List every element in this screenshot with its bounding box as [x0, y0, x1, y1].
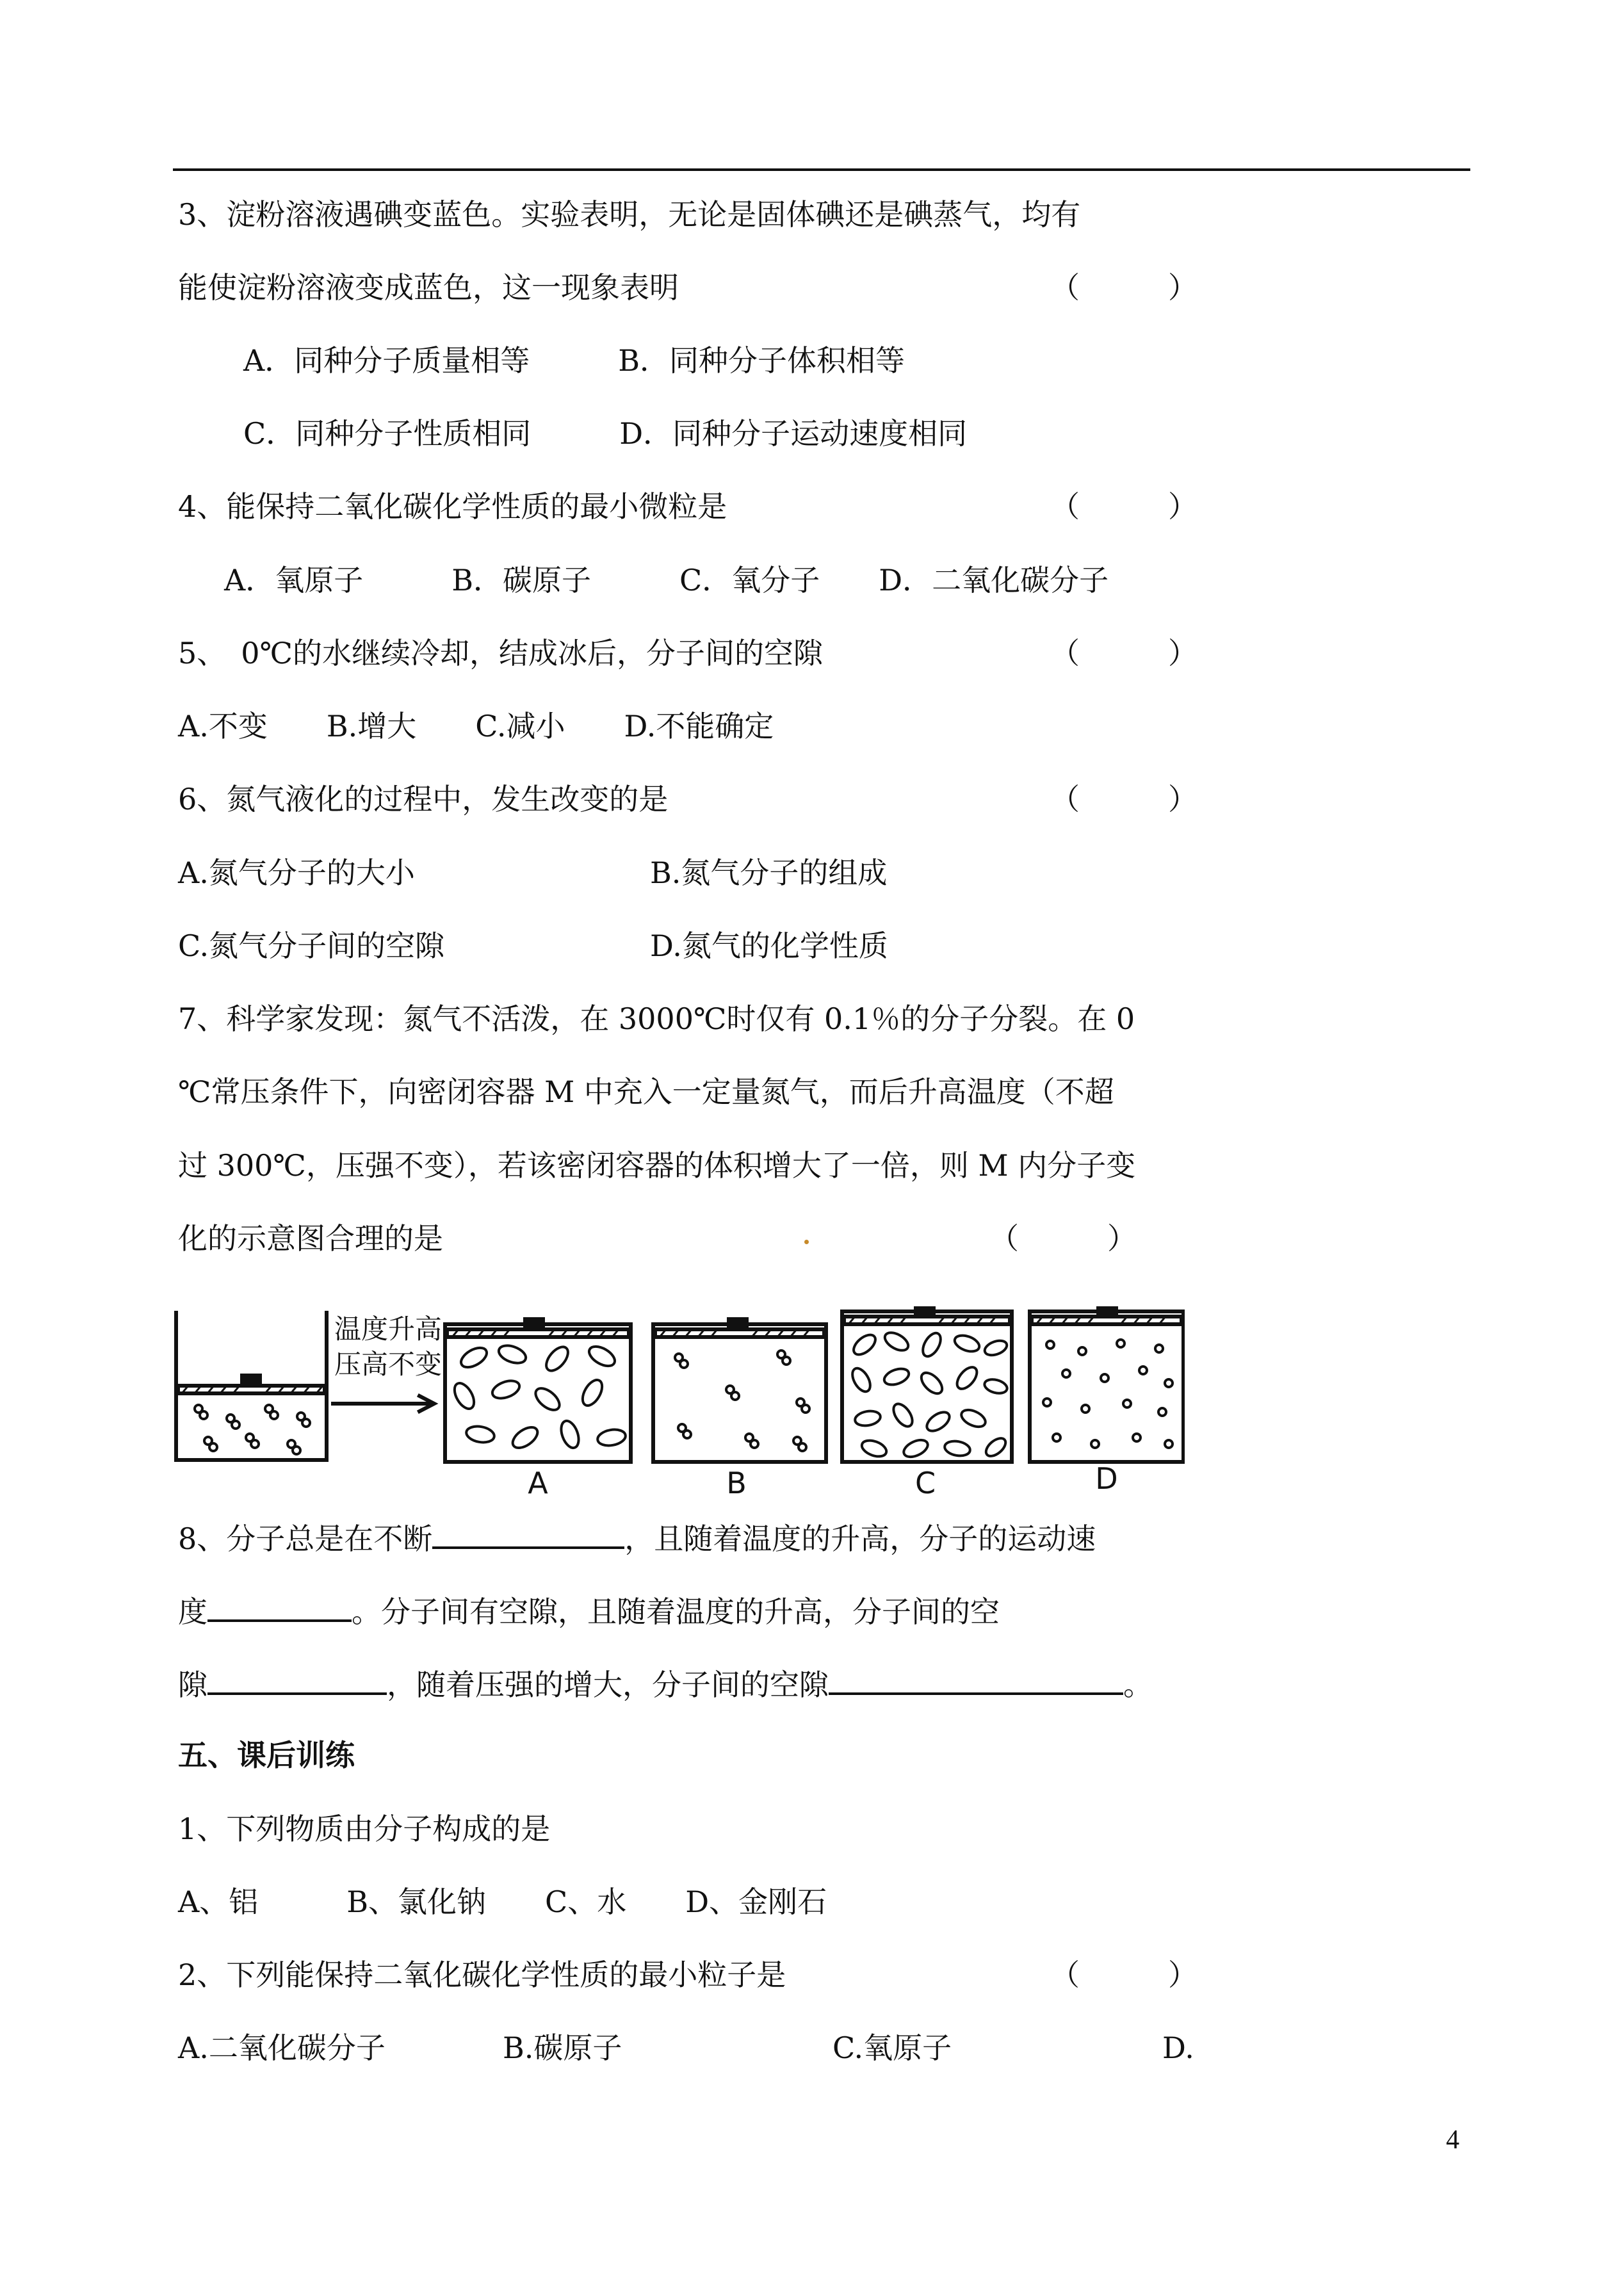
q7-line-2: ℃常压条件下，向密闭容器 M 中充入一定量氮气，而后升高温度（不超: [178, 1075, 1114, 1109]
q8-line-2: [178, 1590, 1000, 1631]
piston-c-knob: [916, 1306, 934, 1317]
q5-answer-paren: （ ）: [1050, 636, 1198, 670]
q8-text-6: ，随着压强的增大，分子间的空隙: [387, 1667, 829, 1702]
q8-text-3: 度: [178, 1594, 207, 1629]
q8-text-7: 。: [1123, 1667, 1153, 1702]
q8-line-1: [178, 1517, 1096, 1558]
q4-options: A．氧原子 B．碳原子 C．氧分子 D．二氧化碳分子: [224, 563, 1109, 597]
q3-line-2: 能使淀粉溶液变成蓝色，这一现象表明: [178, 270, 679, 305]
p2-option-b: B.碳原子: [503, 2031, 622, 2065]
q7-diagram: [173, 1306, 1185, 1498]
p2-option-c: C.氧原子: [832, 2031, 952, 2065]
q7-line-3: 过 300℃，压强不变），若该密闭容器的体积增大了一倍，则 M 内分子变: [178, 1148, 1136, 1183]
p2-option-d: D.: [1162, 2031, 1194, 2065]
q8-blank-4[interactable]: [829, 1663, 1123, 1695]
q8-line-3: [178, 1663, 1153, 1704]
arrow-label-2: 压高不变: [334, 1349, 443, 1380]
q6-line: 6、氮气液化的过程中，发生改变的是: [178, 782, 669, 816]
q5-options: A.不变 B.增大 C.减小 D.不能确定: [178, 709, 774, 743]
piston-b-knob: [729, 1319, 747, 1329]
p2-line: 2、下列能保持二氧化碳化学性质的最小粒子是: [178, 1958, 786, 1992]
q3-options-cd: C．同种分子性质相同 D．同种分子运动速度相同: [243, 416, 968, 451]
label-b: B: [726, 1466, 747, 1498]
q3-options-ab: A．同种分子质量相等 B．同种分子体积相等: [243, 343, 905, 378]
q4-answer-paren: （ ）: [1050, 489, 1198, 524]
q6-option-c: C.氮气分子间的空隙: [178, 929, 445, 963]
q3-line-1: 3、淀粉溶液遇碘变蓝色。实验表明，无论是固体碘还是碘蒸气，均有: [178, 197, 1081, 232]
stray-dot: [804, 1240, 809, 1244]
q6-option-d: D.氮气的化学性质: [650, 929, 888, 963]
q5-line: 5、 0℃的水继续冷却，结成冰后，分子间的空隙: [178, 636, 823, 670]
page-number: 4: [1446, 2125, 1459, 2155]
q7-answer-paren: （ ）: [989, 1221, 1137, 1256]
p1-options: A、铝 B、氯化钠 C、水 D、金刚石: [178, 1885, 827, 1919]
q8-blank-3[interactable]: [207, 1663, 387, 1695]
arrow-label-1: 温度升高: [334, 1313, 443, 1345]
label-d: D: [1095, 1461, 1118, 1496]
q8-text-1: 8、分子总是在不断: [178, 1521, 433, 1556]
p1-line: 1、下列物质由分子构成的是: [178, 1812, 551, 1846]
q6-answer-paren: （ ）: [1050, 782, 1198, 816]
q8-text-2: ，且随着温度的升高，分子的运动速: [624, 1521, 1096, 1556]
q6-option-a: A.氮气分子的大小: [178, 856, 415, 890]
q8-blank-1[interactable]: [432, 1517, 624, 1549]
initial-piston-knob: [242, 1375, 260, 1386]
p2-answer-paren: （ ）: [1050, 1958, 1198, 1992]
header-rule: [173, 168, 1470, 171]
section-heading: 五、课后训练: [178, 1738, 355, 1772]
q8-text-5: 隙: [178, 1667, 207, 1702]
q7-line-1: 7、科学家发现：氮气不活泼，在 3000℃时仅有 0.1％的分子分裂。在 0: [178, 1002, 1135, 1036]
q3-answer-paren: （ ）: [1050, 270, 1198, 305]
label-c: C: [914, 1466, 936, 1498]
piston-d-knob: [1098, 1306, 1116, 1317]
q4-line: 4、能保持二氧化碳化学性质的最小微粒是: [178, 489, 727, 524]
label-a: A: [528, 1466, 548, 1498]
q6-option-b: B.氮气分子的组成: [650, 856, 888, 890]
q7-line-4: 化的示意图合理的是: [178, 1221, 443, 1256]
piston-a-knob: [525, 1319, 543, 1329]
p2-option-a: A.二氧化碳分子: [178, 2031, 386, 2065]
q8-blank-2[interactable]: [207, 1590, 352, 1622]
q8-text-4: 。分子间有空隙，且随着温度的升高，分子间的空: [352, 1594, 1000, 1629]
